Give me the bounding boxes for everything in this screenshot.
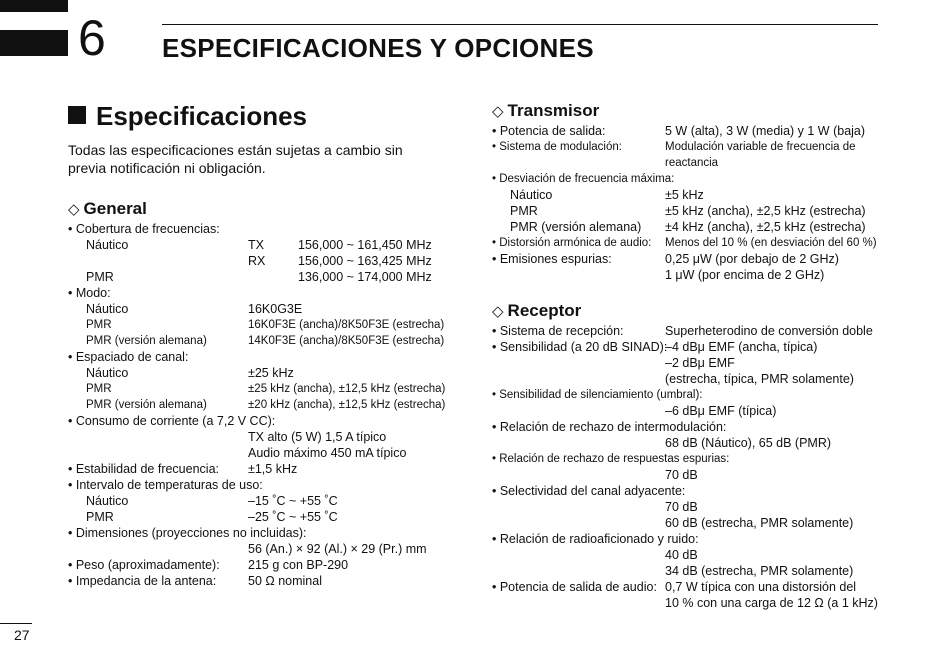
spec-value: (estrecha, típica, PMR solamente) xyxy=(665,372,854,386)
section-title-text: Especificaciones xyxy=(96,101,307,131)
spec-value: –2 dBμ EMF xyxy=(665,356,735,370)
spec-value: –6 dBμ EMF (típica) xyxy=(665,404,777,418)
general-block xyxy=(68,199,458,589)
spec-value: RX xyxy=(248,254,266,268)
spec-row xyxy=(68,477,458,493)
spec-row xyxy=(492,267,892,283)
spec-row xyxy=(68,445,458,461)
spec-label: • Modo: xyxy=(68,286,111,300)
spec-value: –4 dBμ EMF (ancha, típica) xyxy=(665,340,818,354)
chapter-rule xyxy=(162,24,878,25)
spec-value: 70 dB xyxy=(665,500,698,514)
transmisor-block xyxy=(492,101,892,283)
spec-row xyxy=(492,451,892,467)
general-heading xyxy=(68,199,458,220)
spec-row xyxy=(68,429,458,445)
spec-row xyxy=(68,253,458,269)
spec-row xyxy=(492,563,892,579)
chapter-tab-bar xyxy=(0,30,68,56)
page-number: 27 xyxy=(14,627,30,643)
spec-label: • Relación de radioaficionado y ruido: xyxy=(492,532,699,546)
spec-value: 60 dB (estrecha, PMR solamente) xyxy=(665,516,854,530)
spec-label: PMR xyxy=(86,383,112,395)
spec-value: ±25 kHz (ancha), ±12,5 kHz (estrecha) xyxy=(248,383,446,395)
spec-row xyxy=(68,317,458,333)
spec-value: TX alto (5 W) 1,5 A típico xyxy=(248,430,387,444)
spec-label: Náutico xyxy=(86,238,129,252)
spec-row xyxy=(492,595,892,611)
spec-value-secondary: 156,000 ~ 161,450 MHz xyxy=(298,238,432,252)
spec-label: • Estabilidad de frecuencia: xyxy=(68,462,219,476)
spec-row xyxy=(68,221,458,237)
spec-row xyxy=(68,509,458,525)
spec-value: Superheterodino de conversión doble xyxy=(665,324,873,338)
spec-row xyxy=(68,365,458,381)
spec-value-secondary: 156,000 ~ 163,425 MHz xyxy=(298,254,432,268)
spec-value: 16K0F3E (ancha)/8K50F3E (estrecha) xyxy=(248,319,445,331)
spec-value: ±20 kHz (ancha), ±12,5 kHz (estrecha) xyxy=(248,399,446,411)
spec-value: TX xyxy=(248,238,264,252)
spec-value: 56 (An.) × 92 (Al.) × 29 (Pr.) mm xyxy=(248,542,427,556)
spec-value: Modulación variable de frecuencia de xyxy=(665,141,856,153)
receptor-heading xyxy=(492,301,892,322)
spec-row xyxy=(492,387,892,403)
spec-value: 40 dB xyxy=(665,548,698,562)
spec-row xyxy=(68,397,458,413)
spec-label: • Relación de rechazo de respuestas espurias: xyxy=(492,453,730,465)
spec-value: 1 μW (por encima de 2 GHz) xyxy=(665,268,825,282)
spec-row xyxy=(492,499,892,515)
section-intro: Todas las especificaciones están sujetas a cambio sin previa notificación ni obligación. xyxy=(68,142,403,176)
spec-row xyxy=(68,557,458,573)
spec-value: ±5 kHz xyxy=(665,188,704,202)
spec-label: • Cobertura de frecuencias: xyxy=(68,222,220,236)
spec-value: 34 dB (estrecha, PMR solamente) xyxy=(665,564,854,578)
spec-label: • Distorsión armónica de audio: xyxy=(492,237,652,249)
spec-value: reactancia xyxy=(665,157,719,169)
spec-value: 16K0G3E xyxy=(248,302,303,316)
spec-row xyxy=(492,355,892,371)
spec-row xyxy=(68,333,458,349)
spec-row xyxy=(492,419,892,435)
general-title: General xyxy=(83,199,147,218)
transmisor-spec-list xyxy=(492,123,892,283)
diamond-icon: ◇ xyxy=(492,103,504,120)
spec-label: PMR xyxy=(86,510,114,524)
spec-row xyxy=(492,435,892,451)
receptor-block xyxy=(492,301,892,611)
spec-row xyxy=(492,123,892,139)
spec-label: • Relación de rechazo de intermodulación: xyxy=(492,420,727,434)
chapter-number: 6 xyxy=(78,10,106,66)
page-number-rule xyxy=(0,623,32,624)
spec-row xyxy=(492,171,892,187)
spec-label: • Intervalo de temperaturas de uso: xyxy=(68,478,263,492)
spec-label: • Sistema de modulación: xyxy=(492,141,622,153)
spec-value: ±1,5 kHz xyxy=(248,462,298,476)
spec-value: 5 W (alta), 3 W (media) y 1 W (baja) xyxy=(665,124,866,138)
spec-row xyxy=(492,251,892,267)
spec-label: • Sensibilidad (a 20 dB SINAD): xyxy=(492,340,668,354)
spec-row xyxy=(492,339,892,355)
spec-row xyxy=(68,349,458,365)
spec-row xyxy=(492,515,892,531)
spec-row xyxy=(492,403,892,419)
spec-value: ±5 kHz (ancha), ±2,5 kHz (estrecha) xyxy=(665,204,866,218)
spec-row xyxy=(68,413,458,429)
spec-value: 50 Ω nominal xyxy=(248,574,322,588)
spec-value: 10 % con una carga de 12 Ω (a 1 kHz) xyxy=(665,596,878,610)
square-bullet-icon xyxy=(68,106,86,124)
spec-row xyxy=(68,269,458,285)
spec-label: PMR (versión alemana) xyxy=(510,220,642,234)
spec-row xyxy=(68,381,458,397)
spec-label: • Espaciado de canal: xyxy=(68,350,189,364)
spec-row xyxy=(68,493,458,509)
spec-value-secondary: 136,000 ~ 174,000 MHz xyxy=(298,270,432,284)
spec-row xyxy=(492,235,892,251)
spec-label: • Dimensiones (proyecciones no incluidas): xyxy=(68,526,307,540)
spec-value: 70 dB xyxy=(665,468,698,482)
spec-row xyxy=(492,467,892,483)
spec-label: • Impedancia de la antena: xyxy=(68,574,217,588)
spec-value: 0,25 μW (por debajo de 2 GHz) xyxy=(665,252,839,266)
spec-row xyxy=(492,323,892,339)
spec-label: • Desviación de frecuencia máxima: xyxy=(492,173,675,185)
spec-label: • Sensibilidad de silenciamiento (umbral): xyxy=(492,389,703,401)
spec-row xyxy=(68,525,458,541)
spec-label: • Emisiones espurias: xyxy=(492,252,612,266)
spec-row xyxy=(68,237,458,253)
spec-label: Náutico xyxy=(86,494,129,508)
diamond-icon: ◇ xyxy=(492,303,504,320)
spec-row xyxy=(492,139,892,155)
spec-row xyxy=(492,155,892,171)
spec-value: Audio máximo 450 mA típico xyxy=(248,446,407,460)
chapter-tab-top xyxy=(0,0,68,12)
spec-label: • Potencia de salida: xyxy=(492,124,606,138)
spec-row xyxy=(68,573,458,589)
spec-label: • Potencia de salida de audio: xyxy=(492,580,657,594)
transmisor-title: Transmisor xyxy=(507,101,600,120)
spec-value: 215 g con BP-290 xyxy=(248,558,349,572)
spec-row xyxy=(492,547,892,563)
spec-label: Náutico xyxy=(510,188,553,202)
spec-label: • Selectividad del canal adyacente: xyxy=(492,484,686,498)
transmisor-heading xyxy=(492,101,892,122)
spec-row xyxy=(68,301,458,317)
spec-value: 14K0F3E (ancha)/8K50F3E (estrecha) xyxy=(248,335,445,347)
chapter-title: ESPECIFICACIONES Y OPCIONES xyxy=(162,33,594,63)
receptor-title: Receptor xyxy=(507,301,582,320)
spec-label: PMR (versión alemana) xyxy=(86,399,207,411)
spec-label: • Sistema de recepción: xyxy=(492,324,624,338)
spec-label: PMR xyxy=(86,270,114,284)
spec-row xyxy=(492,371,892,387)
spec-row xyxy=(68,285,458,301)
spec-value: ±25 kHz xyxy=(248,366,294,380)
general-spec-list xyxy=(68,221,458,589)
spec-row xyxy=(492,531,892,547)
spec-label: Náutico xyxy=(86,366,129,380)
spec-label: • Consumo de corriente (a 7,2 V CC): xyxy=(68,414,276,428)
receptor-spec-list xyxy=(492,323,892,611)
spec-row xyxy=(492,483,892,499)
spec-row xyxy=(492,219,892,235)
spec-label: Náutico xyxy=(86,302,129,316)
spec-value: ±4 kHz (ancha), ±2,5 kHz (estrecha) xyxy=(665,220,866,234)
spec-label: PMR xyxy=(510,204,538,218)
spec-row xyxy=(492,203,892,219)
diamond-icon: ◇ xyxy=(68,201,80,218)
spec-value: 68 dB (Náutico), 65 dB (PMR) xyxy=(665,436,832,450)
spec-row xyxy=(492,579,892,595)
spec-value: –25 ˚C ~ +55 ˚C xyxy=(248,510,338,524)
spec-value: Menos del 10 % (en desviación del 60 %) xyxy=(665,237,877,249)
section-title xyxy=(68,100,307,132)
spec-label: PMR xyxy=(86,319,112,331)
spec-row xyxy=(68,461,458,477)
spec-row xyxy=(68,541,458,557)
spec-label: PMR (versión alemana) xyxy=(86,335,207,347)
spec-row xyxy=(492,187,892,203)
spec-label: • Peso (aproximadamente): xyxy=(68,558,220,572)
spec-value: 0,7 W típica con una distorsión del xyxy=(665,580,857,594)
spec-value: –15 ˚C ~ +55 ˚C xyxy=(248,494,338,508)
